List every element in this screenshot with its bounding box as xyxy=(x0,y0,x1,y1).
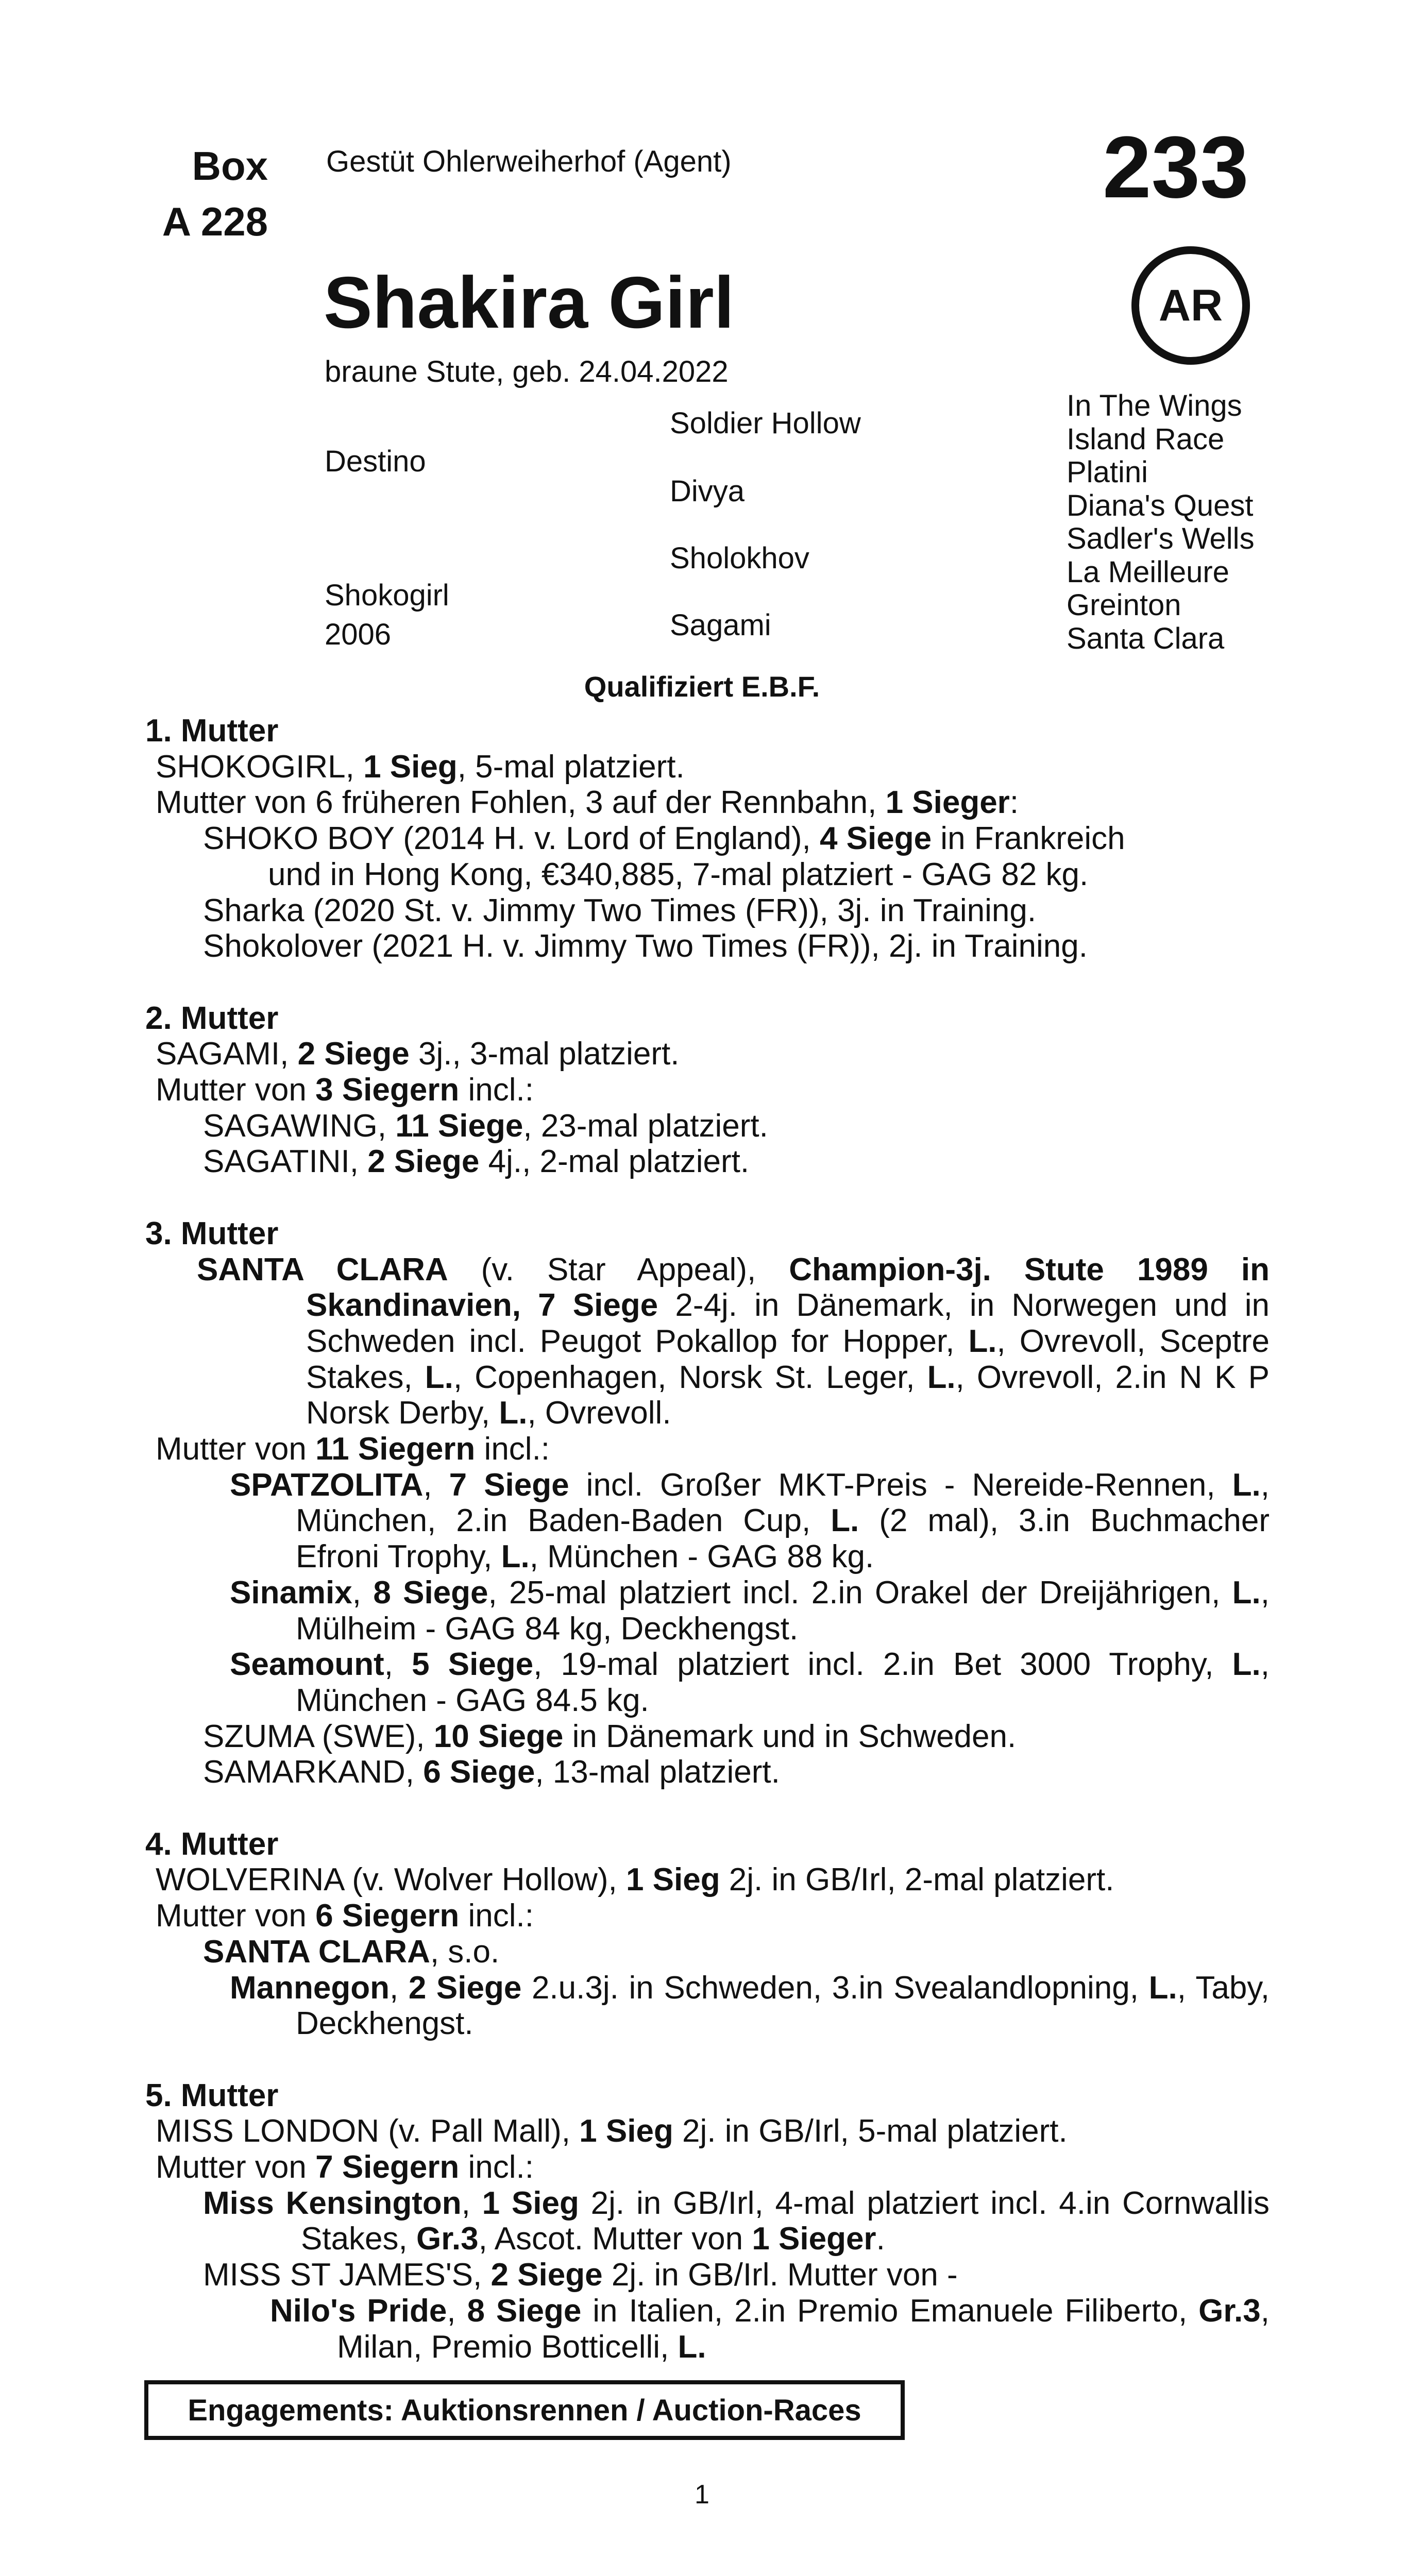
pedigree-great-grandparent: Diana's Quest xyxy=(1067,488,1254,522)
section-heading: 2. Mutter xyxy=(145,1000,279,1036)
pedigree-sire: Destino xyxy=(325,445,426,478)
produce-entry: SHOKO BOY (2014 H. v. Lord of England), 4 Siege in Frankreich xyxy=(203,821,1125,857)
horse-name: Shakira Girl xyxy=(324,262,735,344)
engagements-box xyxy=(144,2380,905,2440)
section-heading: 1. Mutter xyxy=(145,713,279,749)
country-badge xyxy=(1131,246,1250,365)
produce-summary: Mutter von 6 Siegern incl.: xyxy=(156,1898,534,1934)
produce-entry: SANTA CLARA, s.o. xyxy=(203,1934,500,1970)
produce-entry: Miss Kensington, 1 Sieg 2j. in GB/Irl, 4-mal platziert incl. 4.in Cornwallis Stakes, Gr.3, Ascot. Mutter von 1 Sieger. xyxy=(203,2185,1270,2257)
section-mutter-5 xyxy=(145,2078,1270,2365)
section-mutter-1 xyxy=(145,713,1270,964)
box-label: Box xyxy=(192,143,268,189)
produce-entry: Mannegon, 2 Siege 2.u.3j. in Schweden, 3.in Svealandlopning, L., Taby, Deckhengst. xyxy=(230,1970,1270,2042)
pedigree-great-grandparent: Santa Clara xyxy=(1067,621,1225,655)
box-number: A 228 xyxy=(162,199,268,244)
section-heading: 5. Mutter xyxy=(145,2077,279,2113)
pedigree-great-grandparent: Island Race xyxy=(1067,422,1225,456)
agent-name: Gestüt Ohlerweiherhof (Agent) xyxy=(326,145,732,178)
section-heading: 3. Mutter xyxy=(145,1215,279,1251)
produce-entry: SAMARKAND, 6 Siege, 13-mal platziert. xyxy=(203,1754,780,1790)
box-label-block xyxy=(128,138,268,249)
dam-record: MISS LONDON (v. Pall Mall), 1 Sieg 2j. in GB/Irl, 5-mal platziert. xyxy=(156,2113,1068,2149)
pedigree-great-grandparent: In The Wings xyxy=(1067,389,1242,422)
pedigree-great-grandparent: Sadler's Wells xyxy=(1067,522,1255,555)
produce-entry: SAGATINI, 2 Siege 4j., 2-mal platziert. xyxy=(203,1144,750,1180)
country-badge-label: AR xyxy=(1158,280,1223,330)
pedigree-grandparent: Soldier Hollow xyxy=(670,406,861,440)
section-mutter-3 xyxy=(145,1216,1270,1790)
section-mutter-2 xyxy=(145,1001,1270,1180)
produce-summary: Mutter von 7 Siegern incl.: xyxy=(156,2149,534,2185)
dam-line-content xyxy=(145,713,1270,2401)
dam-record: SAGAMI, 2 Siege 3j., 3-mal platziert. xyxy=(156,1036,680,1072)
pedigree-great-grandparent: Greinton xyxy=(1067,588,1181,622)
produce-entry: Seamount, 5 Siege, 19-mal platziert incl. 2.in Bet 3000 Trophy, L., München - GAG 84.5 kg. xyxy=(230,1647,1270,1718)
produce-entry: Sinamix, 8 Siege, 25-mal platziert incl. 2.in Orakel der Dreijährigen, L., Mülheim - GAG 84 kg, Deckhengst. xyxy=(230,1574,1270,1647)
produce-entry: Shokolover (2021 H. v. Jimmy Two Times (FR)), 2j. in Training. xyxy=(203,928,1088,964)
engagements-label: Engagements: Auktionsrennen / Auction-Races xyxy=(188,2393,861,2427)
grand-produce-entry: Nilo's Pride, 8 Siege in Italien, 2.in Premio Emanuele Filiberto, Gr.3, Milan, Premio Botticelli, L. xyxy=(270,2293,1270,2365)
pedigree-dam: Shokogirl xyxy=(325,579,449,612)
pedigree-great-grandparents xyxy=(1067,389,1255,655)
dam-record: WOLVERINA (v. Wolver Hollow), 1 Sieg 2j. in GB/Irl, 2-mal platziert. xyxy=(156,1862,1114,1898)
produce-entry: Sharka (2020 St. v. Jimmy Two Times (FR)), 3j. in Training. xyxy=(203,892,1037,928)
section-heading: 4. Mutter xyxy=(145,1826,279,1862)
produce-summary: Mutter von 3 Siegern incl.: xyxy=(156,1072,534,1108)
produce-entry: SPATZOLITA, 7 Siege incl. Großer MKT-Preis - Nereide-Rennen, L., München, 2.in Baden-Baden Cup, L. (2 mal), 3.in Buchmacher Efroni Trophy, L., München - GAG 88 kg. xyxy=(230,1467,1270,1575)
pedigree-great-grandparent: La Meilleure xyxy=(1067,555,1229,589)
produce-summary: Mutter von 11 Siegern incl.: xyxy=(156,1431,550,1467)
produce-entry-continued: und in Hong Kong, €340,885, 7-mal platziert - GAG 82 kg. xyxy=(268,856,1089,892)
page-number: 1 xyxy=(695,2480,709,2510)
qualification: Qualifiziert E.B.F. xyxy=(584,670,820,703)
pedigree-dam-year: 2006 xyxy=(325,618,392,651)
pedigree-grandparent: Sagami xyxy=(670,608,771,642)
pedigree-grandparent: Sholokhov xyxy=(670,541,809,575)
produce-entry: SAGAWING, 11 Siege, 23-mal platziert. xyxy=(203,1108,768,1144)
pedigree-grandparent: Divya xyxy=(670,474,745,508)
lot-number: 233 xyxy=(1103,118,1249,216)
produce-entry: SZUMA (SWE), 10 Siege in Dänemark und in Schweden. xyxy=(203,1718,1017,1754)
horse-description: braune Stute, geb. 24.04.2022 xyxy=(325,355,729,388)
produce-summary: Mutter von 6 früheren Fohlen, 3 auf der Rennbahn, 1 Sieger: xyxy=(156,785,1019,821)
pedigree-great-grandparent: Platini xyxy=(1067,455,1148,489)
dam-record: SHOKOGIRL, 1 Sieg, 5-mal platziert. xyxy=(156,749,685,785)
section-mutter-4 xyxy=(145,1826,1270,2042)
dam-record: SANTA CLARA (v. Star Appeal), Champion-3j. Stute 1989 in Skandinavien, 7 Siege 2-4j. in Dänemark, in Norwegen und in Schweden incl. Peugot Pokallop for Hopper, L., Ovrevoll, Sceptre Stakes, L., Copenhagen, Norsk St. Leger, L., Ovrevoll, 2.in N K P Norsk Derby, L., Ovrevoll. xyxy=(197,1251,1270,1431)
produce-entry: MISS ST JAMES'S, 2 Siege 2j. in GB/Irl. Mutter von - xyxy=(203,2257,958,2293)
